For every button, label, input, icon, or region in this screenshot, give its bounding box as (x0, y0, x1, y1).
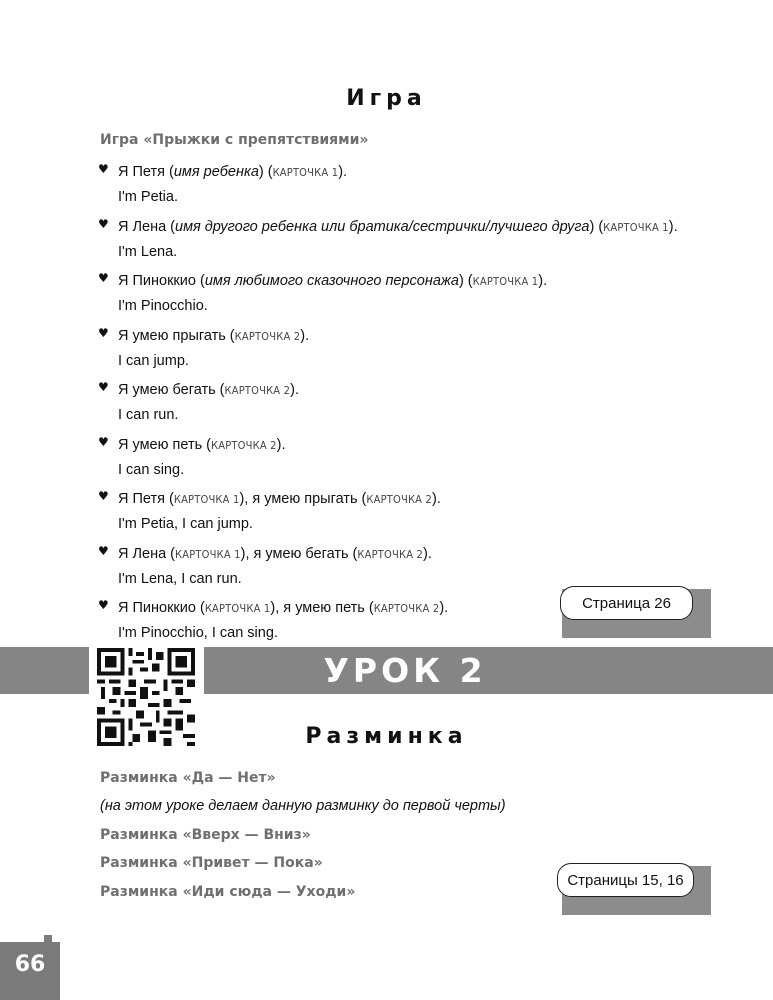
phrase-english: I'm Pinocchio. (118, 298, 208, 314)
card-label: КАРТОЧКА 2 (366, 493, 432, 506)
lesson-title: УРОК 2 (323, 651, 487, 690)
phrase-russian: Я умею прыгать (КАРТОЧКА 2). (118, 327, 310, 344)
phrase-russian: Я Лена (имя другого ребенка или братика/сестрички/лучшего друга) (КАРТОЧКА 1). (118, 218, 678, 235)
heart-bullet-icon: ♥ (98, 434, 109, 449)
phrase-english: I'm Petia, I can jump. (118, 516, 253, 532)
list-item (98, 433, 718, 482)
card-label: КАРТОЧКА 1 (603, 220, 669, 234)
phrase-russian: Я Лена (КАРТОЧКА 1), я умею бегать (КАРТОЧКА 2). (118, 545, 432, 562)
list-item (98, 269, 718, 318)
card-label: КАРТОЧКА 2 (211, 438, 277, 452)
page-tab-decoration (44, 935, 52, 943)
card-label: КАРТОЧКА 2 (234, 329, 301, 343)
card-label: КАРТОЧКА 1 (173, 493, 240, 506)
card-label: КАРТОЧКА 2 (224, 384, 291, 397)
card-label: КАРТОЧКА 1 (204, 602, 271, 615)
page-ref-box: Страницы 15, 16 (557, 863, 694, 897)
list-item (98, 542, 718, 591)
game-subtitle: Игра «Прыжки с препятствиями» (100, 132, 369, 148)
heart-bullet-icon: ♥ (98, 598, 109, 612)
heart-bullet-icon: ♥ (98, 325, 109, 340)
warmup-note: (на этом уроке делаем данную разминку до первой черты) (100, 798, 506, 814)
phrase-russian: Я Петя (имя ребенка) (КАРТОЧКА 1). (118, 164, 348, 180)
game-phrase-list (98, 160, 718, 651)
warmup-item: Разминка «Привет — Пока» (100, 855, 323, 871)
list-item (98, 378, 718, 427)
phrase-english: I'm Lena. (118, 243, 178, 260)
card-label: КАРТОЧКА 2 (357, 547, 423, 561)
card-label: КАРТОЧКА 1 (272, 166, 339, 179)
warmup-item: Разминка «Иди сюда — Уходи» (100, 884, 356, 900)
phrase-russian: Я умею бегать (КАРТОЧКА 2). (118, 382, 299, 398)
heart-bullet-icon: ♥ (98, 543, 109, 558)
card-label: КАРТОЧКА 2 (373, 602, 440, 615)
heart-bullet-icon: ♥ (98, 380, 109, 394)
warmup-section-title: Разминка (305, 724, 468, 749)
heart-bullet-icon: ♥ (98, 162, 109, 176)
game-section-title: Игра (346, 86, 427, 111)
card-label: КАРТОЧКА 1 (175, 547, 241, 561)
phrase-english: I'm Pinocchio, I can sing. (118, 625, 278, 641)
list-item (98, 324, 718, 373)
page-number: 66 (14, 952, 46, 977)
lesson-band-left (0, 647, 89, 694)
list-item (98, 487, 718, 536)
heart-bullet-icon: ♥ (98, 489, 109, 503)
warmup-item: Разминка «Да — Нет» (100, 770, 276, 786)
list-item (98, 215, 718, 264)
heart-bullet-icon: ♥ (98, 216, 109, 231)
page-ref-box: Страница 26 (560, 586, 693, 620)
phrase-russian: Я Пиноккио (КАРТОЧКА 1), я умею петь (КАРТОЧКА 2). (118, 600, 449, 616)
phrase-russian: Я умею петь (КАРТОЧКА 2). (118, 436, 286, 453)
list-item (98, 160, 718, 209)
warmup-item: Разминка «Вверх — Вниз» (100, 827, 311, 843)
phrase-russian: Я Пиноккио (имя любимого сказочного персонажа) (КАРТОЧКА 1). (118, 273, 548, 289)
phrase-english: I'm Lena, I can run. (118, 570, 242, 587)
phrase-english: I can jump. (118, 352, 189, 369)
phrase-russian: Я Петя (КАРТОЧКА 1), я умею прыгать (КАРТОЧКА 2). (118, 491, 441, 507)
phrase-english: I can run. (118, 407, 179, 423)
phrase-english: I'm Petia. (118, 189, 178, 205)
phrase-english: I can sing. (118, 461, 185, 478)
card-label: КАРТОЧКА 1 (472, 275, 539, 288)
heart-bullet-icon: ♥ (98, 271, 109, 285)
